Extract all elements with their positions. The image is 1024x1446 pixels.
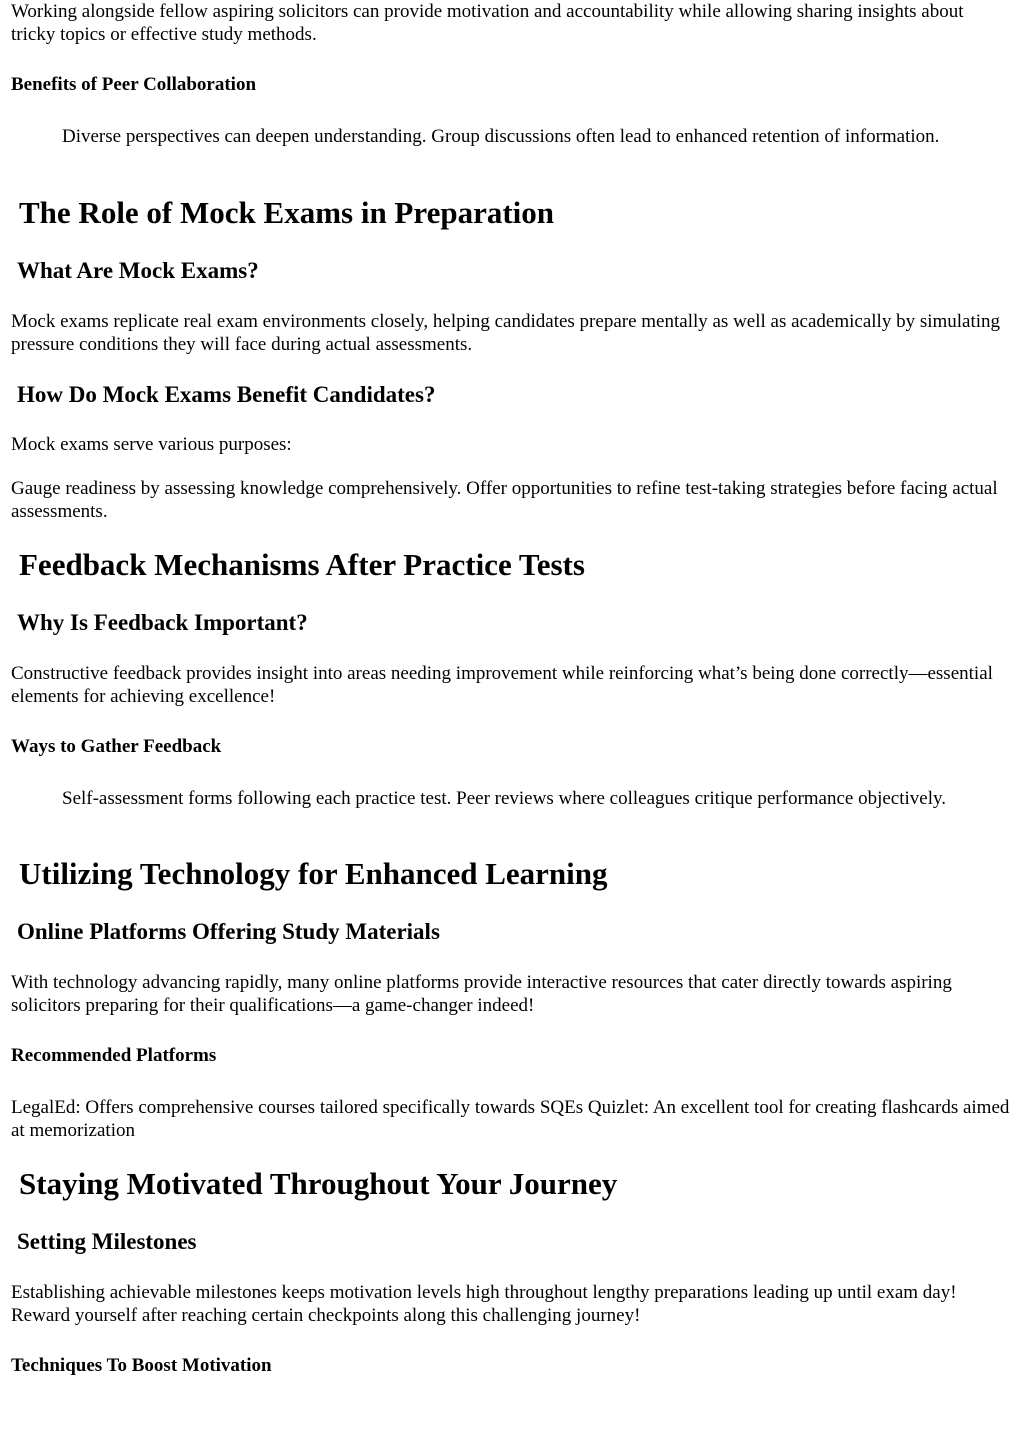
online-platforms-heading: Online Platforms Offering Study Materials xyxy=(17,919,440,944)
why-feedback-heading: Why Is Feedback Important? xyxy=(17,610,308,635)
technology-heading: Utilizing Technology for Enhanced Learning xyxy=(19,856,608,891)
why-feedback-paragraph: Constructive feedback provides insight into areas needing improvement while reinforcing what’s being done correctly—essential elements for achieving excellence! xyxy=(11,663,993,707)
milestones-heading: Setting Milestones xyxy=(17,1229,197,1254)
motivation-heading: Staying Motivated Throughout Your Journey xyxy=(19,1166,618,1201)
techniques-heading: Techniques To Boost Motivation xyxy=(11,1355,272,1376)
mock-exams-readiness-paragraph: Gauge readiness by assessing knowledge comprehensively. Offer opportunities to refine test-taking strategies before facing actual assessments. xyxy=(11,478,998,522)
mock-exams-benefit-heading: How Do Mock Exams Benefit Candidates? xyxy=(17,382,436,407)
ways-feedback-heading: Ways to Gather Feedback xyxy=(11,736,222,757)
mock-exams-purposes-paragraph: Mock exams serve various purposes: xyxy=(11,434,292,455)
ways-feedback-quote: Self-assessment forms following each practice test. Peer reviews where colleagues critique performance objectively. xyxy=(62,788,947,809)
feedback-heading: Feedback Mechanisms After Practice Tests xyxy=(19,547,585,582)
what-are-mock-exams-paragraph: Mock exams replicate real exam environments closely, helping candidates prepare mentally as well as academically by simulating pressure conditions they will face during actual assessments. xyxy=(11,311,1001,355)
what-are-mock-exams-heading: What Are Mock Exams? xyxy=(17,258,259,283)
benefits-heading: Benefits of Peer Collaboration xyxy=(11,74,257,95)
intro-paragraph: Working alongside fellow aspiring solicitors can provide motivation and accountability while allowing sharing insights about tricky topics or effective study methods. xyxy=(11,1,964,45)
recommended-platforms-heading: Recommended Platforms xyxy=(11,1045,217,1066)
online-platforms-paragraph: With technology advancing rapidly, many online platforms provide interactive resources that cater directly towards aspiring solicitors preparing for their qualifications—a game-changer indeed! xyxy=(11,972,952,1016)
milestones-paragraph: Establishing achievable milestones keeps motivation levels high throughout lengthy preparations leading up until exam day! Reward yourself after reaching certain checkpoints along this challenging journey! xyxy=(11,1282,957,1326)
recommended-platforms-paragraph: LegalEd: Offers comprehensive courses tailored specifically towards SQEs Quizlet: An excellent tool for creating flashcards aimed at memorization xyxy=(11,1097,1010,1141)
benefits-quote: Diverse perspectives can deepen understanding. Group discussions often lead to enhanced retention of information. xyxy=(62,126,940,147)
mock-exams-heading: The Role of Mock Exams in Preparation xyxy=(19,195,555,230)
